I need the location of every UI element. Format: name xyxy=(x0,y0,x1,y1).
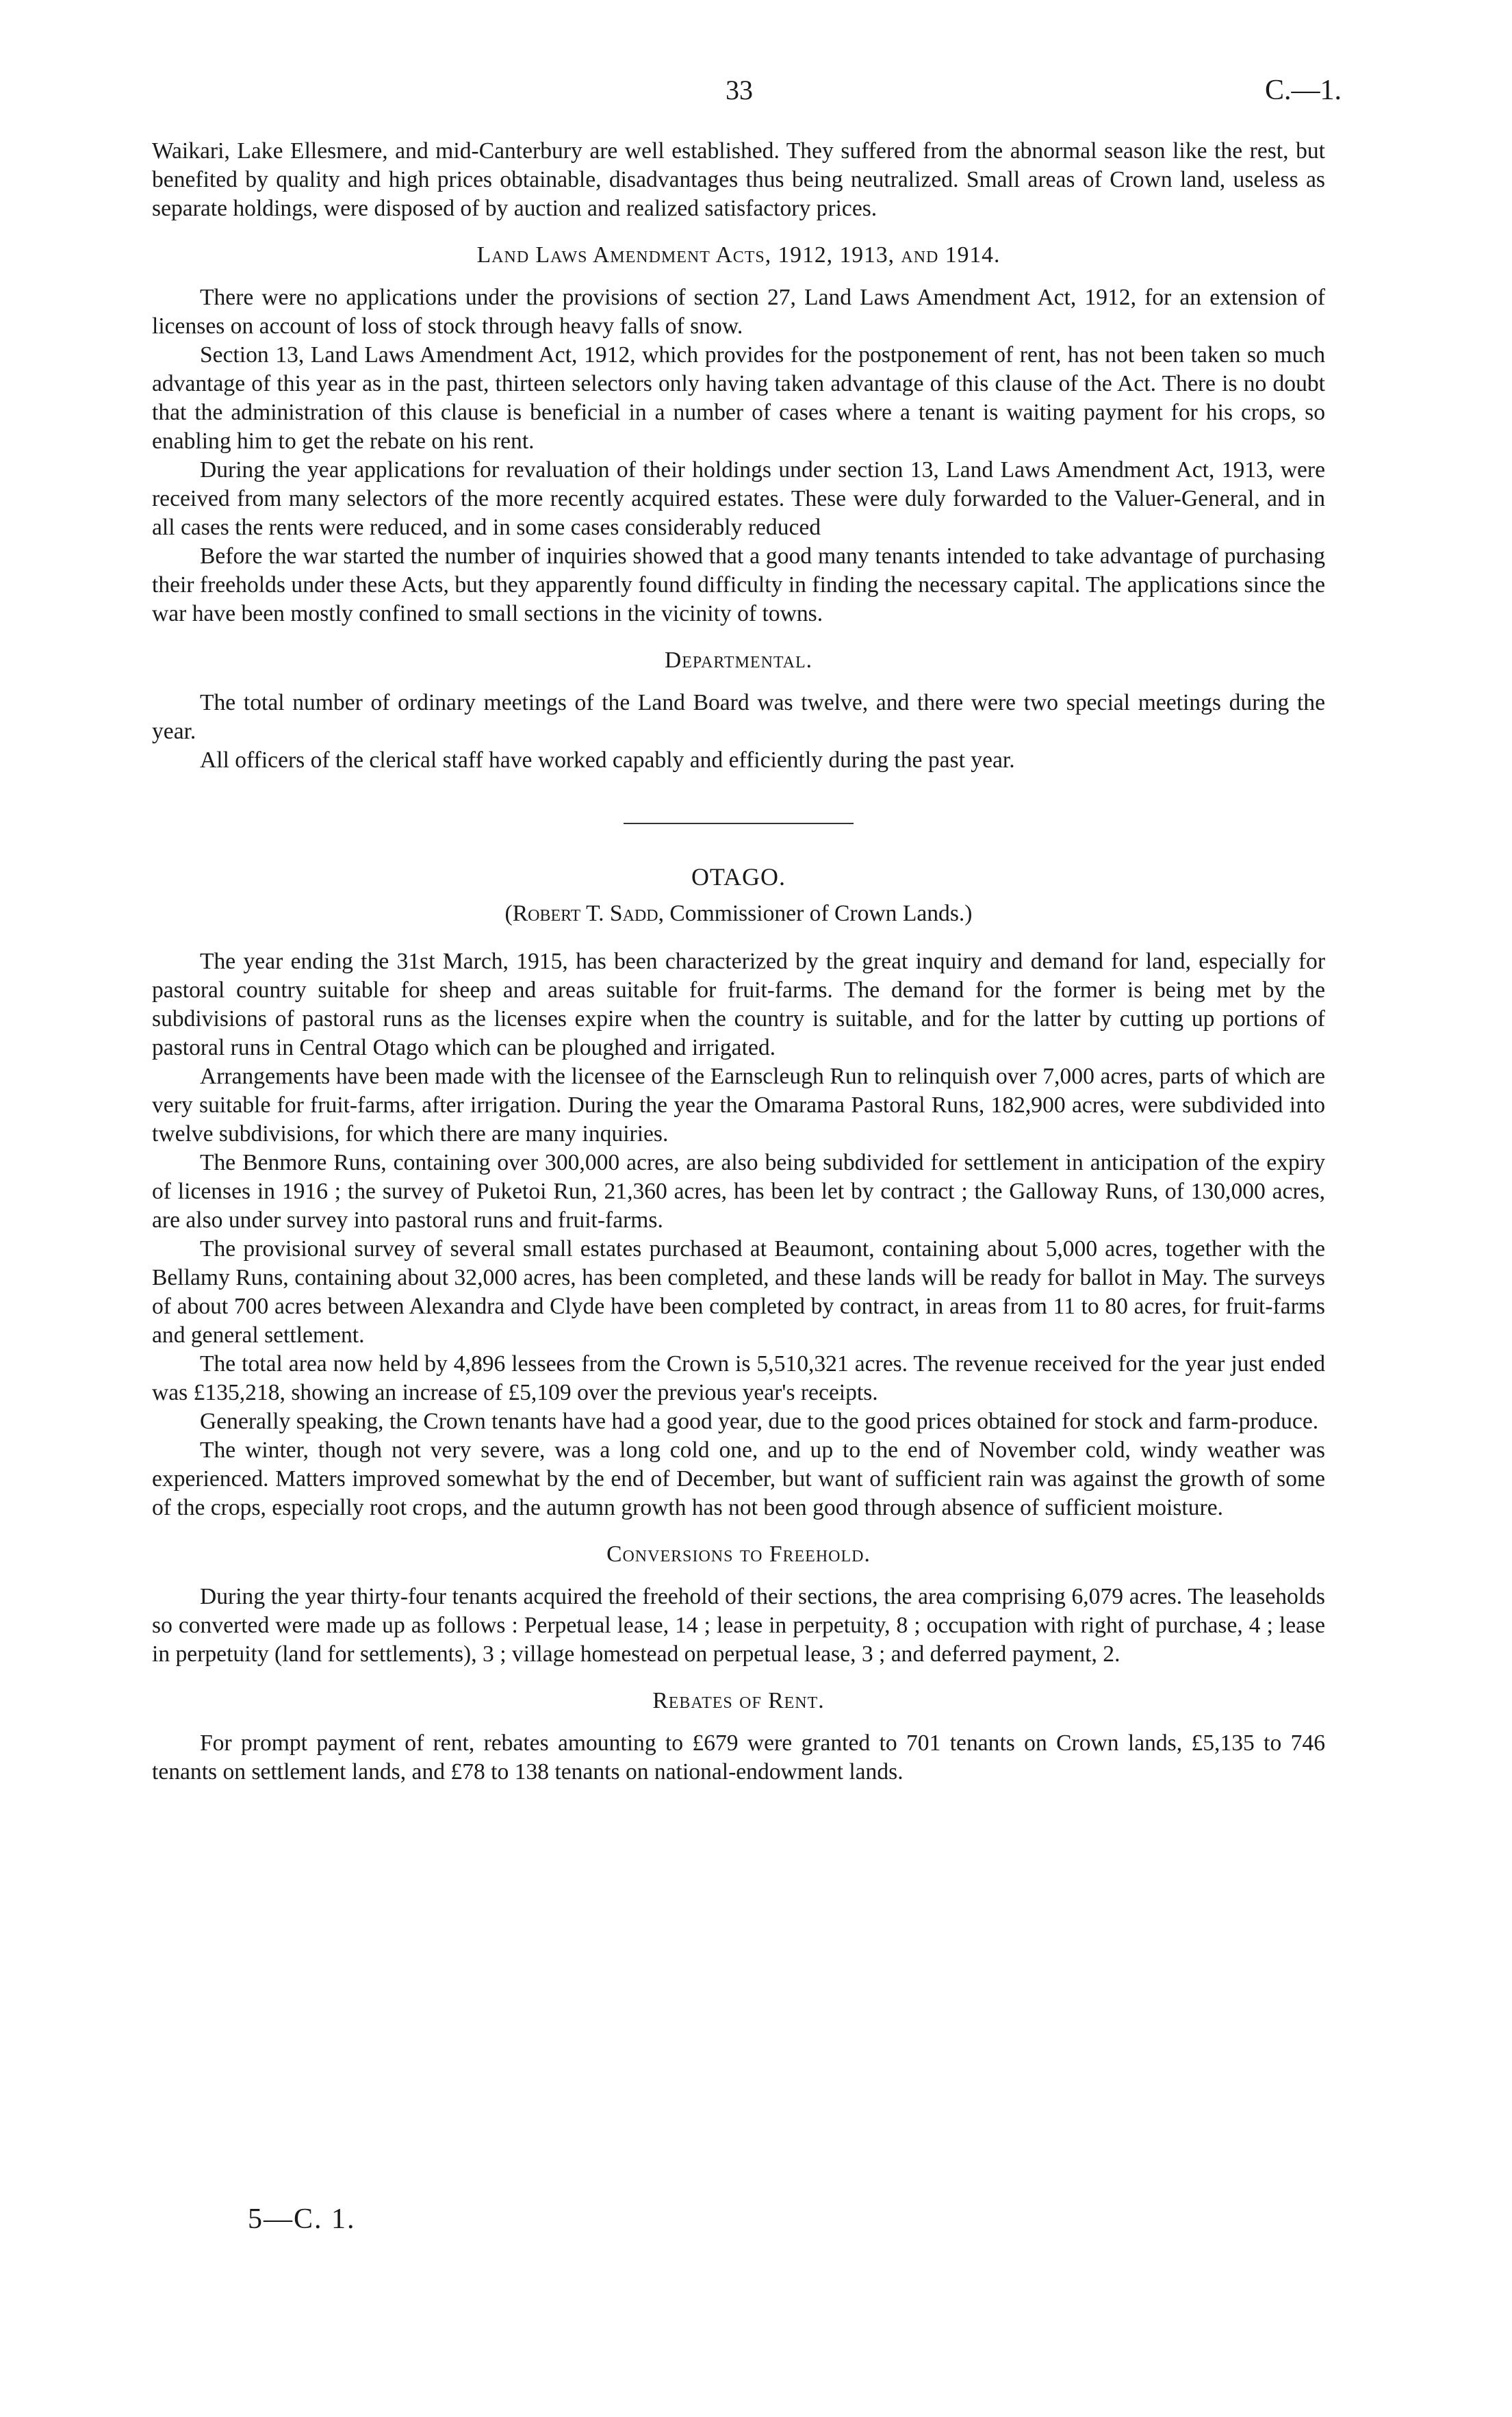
paragraph: The winter, though not very severe, was a long cold one, and up to the end of November cold, windy weather was experienced. Matters improved somewhat by the end of December, but want of sufficient rain was against the growth of some of the crops, especially root crops, and the autumn growth has not been good through absence of sufficient moisture. xyxy=(152,1437,1325,1520)
paragraph: The total number of ordinary meetings of the Land Board was twelve, and there were two special meetings during the year. xyxy=(152,690,1325,744)
section-heading: Rebates of Rent. xyxy=(652,1688,825,1713)
body-text xyxy=(152,137,1325,1787)
paragraph: Arrangements have been made with the licensee of the Earnscleugh Run to relinquish over 7,000 acres, parts of which are very suitable for fruit-farms, after irrigation. During the year the Omarama Pastoral Runs, 182,900 acres, were subdivided into twelve subdivisions, for which there are many inquiries. xyxy=(152,1064,1325,1147)
section-subtitle xyxy=(152,899,1325,928)
paragraph: The Benmore Runs, containing over 300,000 acres, are also being subdivided for settlement in anticipation of the expiry of licenses in 1916 ; the survey of Puketoi Run, 21,360 acres, has been let by contract ; the Galloway Runs, of 130,000 acres, are also under survey into pastoral runs and fruit-farms. xyxy=(152,1150,1325,1233)
paragraph: Before the war started the number of inquiries showed that a good many tenants intended to take advantage of purchasing their freeholds under these Acts, but they apparently found difficulty in finding the necessary capital. The applications since the war have been mostly confined to small sections in the vicinity of towns. xyxy=(152,543,1325,626)
commissioner-title: Commissioner of Crown Lands.) xyxy=(664,901,973,926)
paragraph: Generally speaking, the Crown tenants have had a good year, due to the good prices obtained for stock and farm-produce. xyxy=(200,1409,1319,1434)
paragraph: The total area now held by 4,896 lessees from the Crown is 5,510,321 acres. The revenue received for the year just ended was £135,218, showing an increase of £5,109 over the previous year's receipts. xyxy=(152,1351,1325,1405)
paragraph: Section 13, Land Laws Amendment Act, 1912, which provides for the postponement of rent, has not been taken so much advantage of this year as in the past, thirteen selectors only having taken advantage of this clause of the Act. There is no doubt that the administration of this clause is beneficial in a number of cases where a tenant is waiting payment for his crops, so enabling him to get the rebate on his rent. xyxy=(152,342,1325,454)
signature-mark: 5—C. 1. xyxy=(248,2203,356,2235)
section-heading: Conversions to Freehold. xyxy=(606,1542,871,1567)
paragraph: Waikari, Lake Ellesmere, and mid-Canterbury are well established. They suffered from the abnormal season like the rest, but benefited by quality and high prices obtainable, disadvantages thus being neutralized. Small areas of Crown land, useless as separate holdings, were disposed of by auction and realized satisfactory prices. xyxy=(152,138,1325,221)
paragraph: There were no applications under the provisions of section 27, Land Laws Amendment Act, 1912, for an extension of licenses on account of loss of stock through heavy falls of snow. xyxy=(152,285,1325,339)
section-heading: Departmental. xyxy=(664,648,813,673)
paragraph: All officers of the clerical staff have worked capably and efficiently during the past year. xyxy=(200,747,1015,773)
section-divider xyxy=(624,823,854,824)
page-number: 33 xyxy=(726,75,753,105)
paragraph: The year ending the 31st March, 1915, has been characterized by the great inquiry and demand for land, especially for pastoral country suitable for sheep and areas suitable for fruit-farms. The demand for the former is being met by the subdivisions of pastoral runs as the licenses expire when the country is suitable, and for the latter by cutting up portions of pastoral runs in Central Otago which can be ploughed and irrigated. xyxy=(152,949,1325,1060)
paragraph: During the year applications for revaluation of their holdings under section 13, Land Laws Amendment Act, 1913, were received from many selectors of the more recently acquired estates. These were duly forwarded to the Valuer-General, and in all cases the rents were reduced, and in some cases considerably reduced xyxy=(152,457,1325,540)
paragraph: The provisional survey of several small estates purchased at Beaumont, containing about 5,000 acres, together with the Bellamy Runs, containing about 32,000 acres, has been completed, and these lands will be ready for ballot in May. The surveys of about 700 acres between Alexandra and Clyde have been completed by contract, in areas from 11 to 80 acres, for fruit-farms and general settlement. xyxy=(152,1236,1325,1348)
section-heading: Land Laws Amendment Acts, 1912, 1913, and 1914. xyxy=(476,242,1001,268)
paragraph: For prompt payment of rent, rebates amounting to £679 were granted to 701 tenants on Crown lands, £5,135 to 746 tenants on settlement lands, and £78 to 138 tenants on national-endowment lands. xyxy=(152,1730,1325,1785)
section-title: OTAGO. xyxy=(691,863,786,891)
commissioner-name: (Robert T. Sadd, xyxy=(504,901,664,926)
document-reference: C.—1. xyxy=(1265,75,1342,106)
paragraph: During the year thirty-four tenants acquired the freehold of their sections, the area comprising 6,079 acres. The leaseholds so converted were made up as follows : Perpetual lease, 14 ; lease in perpetuity, 8 ; occupation with right of purchase, 4 ; lease in perpetuity (land for settlements), 3 ; village homestead on perpetual lease, 3 ; and deferred payment, 2. xyxy=(152,1584,1325,1667)
